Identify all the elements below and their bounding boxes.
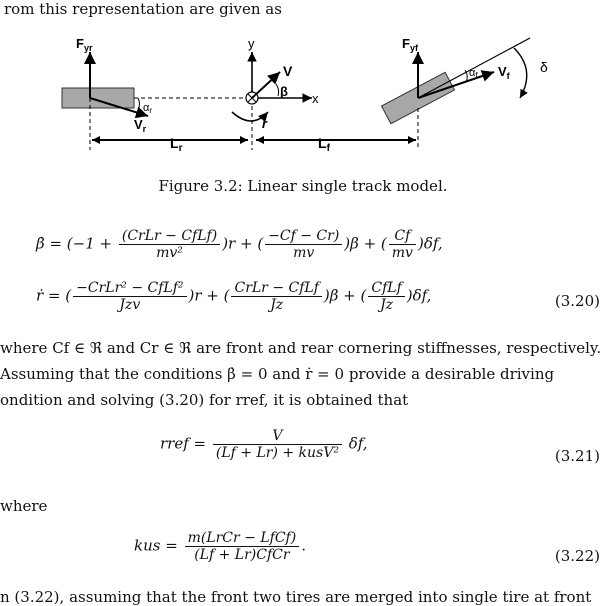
alpha-r-arc <box>138 98 140 110</box>
fyf-label: $F_{yf}$ <box>402 36 418 53</box>
vf-label: $V_f$ <box>498 64 510 81</box>
paragraph-line-2: Assuming that the conditions β̇ = 0 and ṙ = 0 provide a desirable driving <box>0 365 555 383</box>
equation-number-3-20: (3.20) <box>554 292 600 310</box>
delta-label: δ <box>540 59 548 75</box>
bottom-text: n (3.22), assuming that the front two tires are merged into single tire at front <box>0 588 592 606</box>
lr-label: $L_r$ <box>170 135 183 154</box>
equation-number-3-22: (3.22) <box>554 547 600 565</box>
delta-arc <box>514 48 527 98</box>
alpha-f-label: αf <box>469 67 478 80</box>
beta-arc <box>276 84 279 96</box>
x-label: x <box>312 91 319 106</box>
vr-label: $V_r$ <box>134 117 147 134</box>
r-label: r <box>262 116 268 131</box>
paragraph-line-3: ondition and solving (3.20) for rref, it is obtained that <box>0 391 409 409</box>
equation-3-20-line-1: β̇ = (−1 + $\frac{\text{(CrLr − CfLf)}}{\text{mv²}}$ )r + ( $\frac{-Cf - Cr)}{mv}$ )β + ( $\frac{Cf}{mv}$ )δf, <box>36 228 443 261</box>
fyr-label: $F_{yr}$ <box>76 36 93 53</box>
where-text: where <box>0 497 48 515</box>
lf-label: $L_f$ <box>318 135 330 154</box>
rear-wheel <box>62 88 134 108</box>
equation-3-20-line-2: ṙ = ( $\frac{\text{−CrLr² − CfLf²}}{\text{Jzv}}$ )r + ( $\frac{\text{CrLr − CfLf}}{Jz}$ )β + ( $\frac{\text{CfLf}}{Jz}$ )δf, <box>36 280 432 313</box>
alpha-r-label: αr <box>143 102 153 115</box>
paragraph-line-1: where Cf ∈ ℜ and Cr ∈ ℜ are front and rear cornering stiffnesses, respectively. <box>0 339 602 357</box>
intro-text: rom this representation are given as <box>4 0 282 18</box>
equation-3-22: kus = $\frac{\text{m(LrCr − LfCf)}}{\text{(Lf + Lr)CfCr}}$ . <box>134 530 306 563</box>
equation-number-3-21: (3.21) <box>554 447 600 465</box>
single-track-model-figure <box>0 28 606 178</box>
figure-caption: Figure 3.2: Linear single track model. <box>158 177 448 195</box>
beta-label: β <box>280 84 288 99</box>
equation-3-21: rref = $\frac{V}{\text{(Lf + Lr) + kusV²}}$ δf, <box>160 428 368 461</box>
v-arrow <box>252 72 280 98</box>
y-label: y <box>248 36 255 51</box>
v-label: V <box>283 63 293 79</box>
